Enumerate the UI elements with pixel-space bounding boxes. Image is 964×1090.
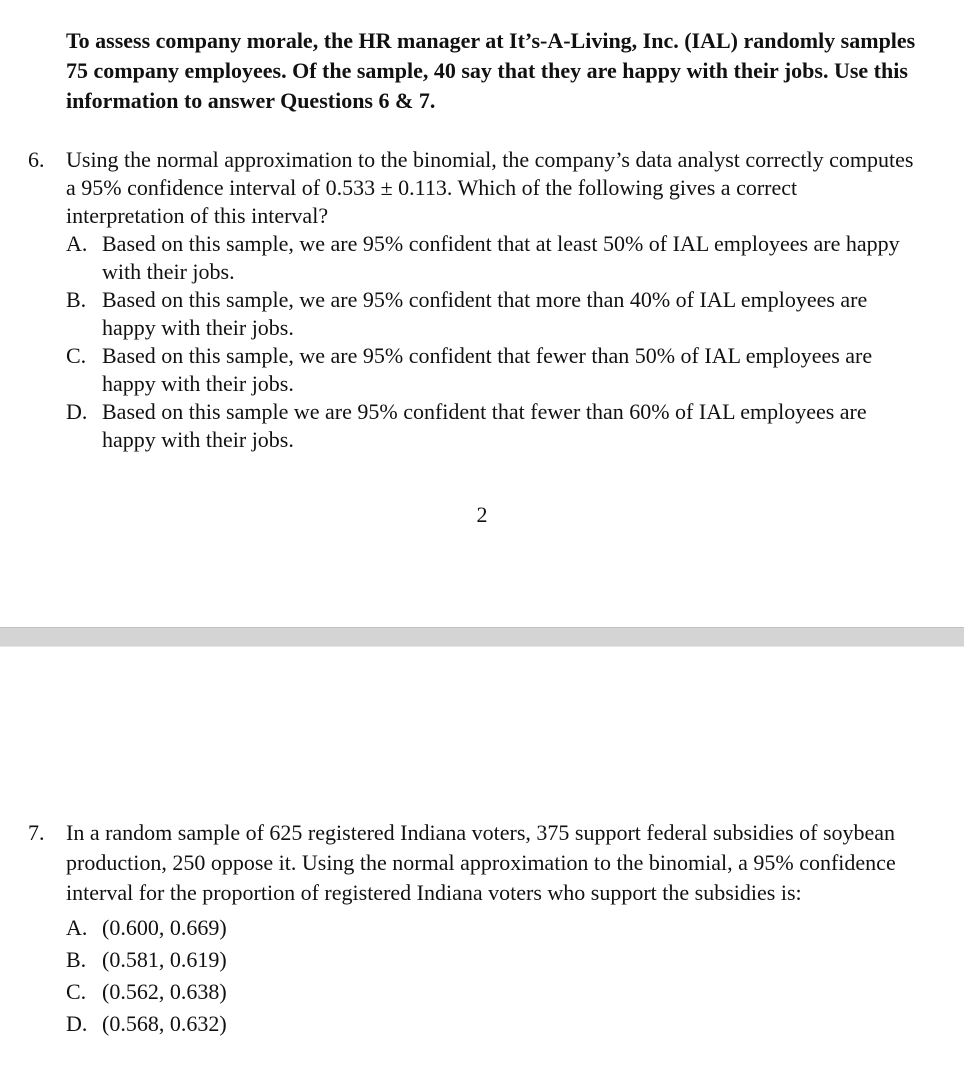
option-text: (0.600, 0.669) [102,915,227,940]
option-letter: A. [66,231,88,256]
option-text: (0.568, 0.632) [102,1011,227,1036]
option-text: Based on this sample we are 95% confident that fewer than 60% of IAL employees are happy with their jobs. [102,399,867,452]
option-text: Based on this sample, we are 95% confident that at least 50% of IAL employees are happy with their jobs. [102,231,900,284]
option-letter: D. [66,399,88,424]
page-break-divider [0,627,964,647]
option-letter: B. [66,287,87,312]
option-a [66,912,918,944]
option-text: Based on this sample, we are 95% confident that fewer than 50% of IAL employees are happy with their jobs. [102,343,873,396]
option-list [66,912,918,1040]
question-6 [28,146,918,454]
option-letter: A. [66,915,88,940]
option-text: (0.581, 0.619) [102,947,227,972]
option-d [66,1008,918,1040]
option-letter: B. [66,947,87,972]
option-b [66,944,918,976]
question-text: Using the normal approximation to the binomial, the company’s data analyst correctly computes a 95% confidence interval of 0.533 ± 0.113. Which of the following gives a correct interpretation of this interval? [66,147,914,228]
question-number: 7. [28,820,45,845]
option-text: Based on this sample, we are 95% confident that more than 40% of IAL employees are happy with their jobs. [102,287,868,340]
option-letter: C. [66,979,87,1004]
option-c [66,342,918,398]
option-d [66,398,918,454]
option-text: (0.562, 0.638) [102,979,227,1004]
option-letter: C. [66,343,87,368]
option-letter: D. [66,1011,88,1036]
option-a [66,230,918,286]
page-number: 2 [476,502,488,527]
option-list [66,230,918,454]
question-number: 6. [28,147,45,172]
intro-paragraph: To assess company morale, the HR manager at It’s-A-Living, Inc. (IAL) randomly samples 75 company employees. Of the sample, 40 say that they are happy with their jobs. Use this information to answer Questions 6 & 7. [66,28,916,113]
question-text: In a random sample of 625 registered Indiana voters, 375 support federal subsidies of soybean production, 250 oppose it. Using the normal approximation to the binomial, a 95% confidence interval for the proportion of registered Indiana voters who support the subsidies is: [66,820,896,905]
option-b [66,286,918,342]
option-c [66,976,918,1008]
question-7 [28,818,918,1040]
